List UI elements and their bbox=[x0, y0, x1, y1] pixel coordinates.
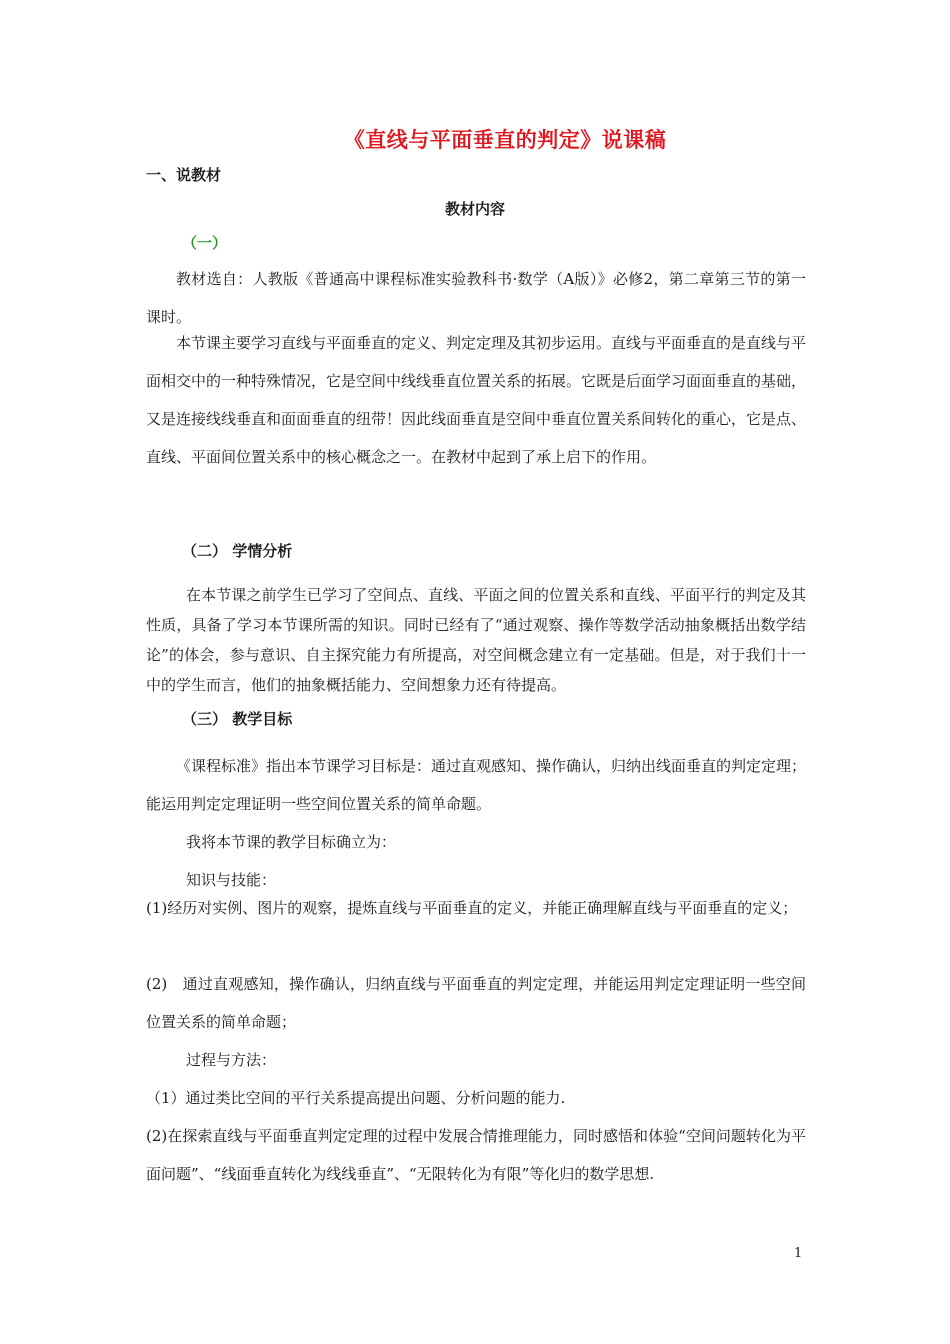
paragraph-lesson-overview: 本节课主要学习直线与平面垂直的定义、判定定理及其初步运用。直线与平面垂直的是直线与平面相交中的一种特殊情况，它是空间中线线垂直位置关系的拓展。它既是后面学习面面垂直的基础，又是连接线线垂直和面面垂直的纽带！因此线面垂直是空间中垂直位置关系间转化的重心，它是点、直线、平面间位置关系中的核心概念之一。在教材中起到了承上启下的作用。 bbox=[146, 334, 807, 466]
section-heading-textbook: 一、说教材 bbox=[146, 166, 222, 184]
method-item-2: (2)在探索直线与平面垂直判定定理的过程中发展合情推理能力，同时感悟和体验“空间问题转化为平面问题”、“线面垂直转化为线线垂直”、“无限转化为有限”等化归的数学思想. bbox=[146, 1127, 806, 1183]
part-one-label: （一） bbox=[182, 234, 228, 252]
document-title: 《直线与平面垂直的判定》说课稿 bbox=[343, 128, 667, 152]
paragraph-goals-intro: 我将本节课的教学目标确立为： bbox=[186, 833, 397, 851]
heading-student-analysis: （二） 学情分析 bbox=[182, 542, 293, 560]
method-item-1: （1）通过类比空间的平行关系提高提出问题、分析问题的能力. bbox=[146, 1089, 566, 1107]
paragraph-student-analysis: 在本节课之前学生已学习了空间点、直线、平面之间的位置关系和直线、平面平行的判定及其性质，具备了学习本节课所需的知识。同时已经有了“通过观察、操作等数学活动抽象概括出数学结论”的体会，参与意识、自主探究能力有所提高，对空间概念建立有一定基础。但是，对于我们十一中的学生而言，他们的抽象概括能力、空间想象力还有待提高。 bbox=[146, 586, 806, 694]
knowledge-item-2: (2) 通过直观感知，操作确认，归纳直线与平面垂直的判定定理，并能运用判定定理证明一些空间位置关系的简单命题； bbox=[146, 975, 806, 1031]
label-process-methods: 过程与方法： bbox=[186, 1051, 277, 1069]
heading-teaching-goals: （三） 教学目标 bbox=[182, 710, 293, 728]
paragraph-textbook-source: 教材选自：人教版《普通高中课程标准实验教科书·数学（A版）》必修2，第二章第三节的第一课时。 bbox=[146, 270, 806, 326]
section-heading-content: 教材内容 bbox=[444, 200, 505, 218]
label-knowledge-skills: 知识与技能： bbox=[186, 871, 277, 889]
page-number: 1 bbox=[794, 1246, 803, 1261]
knowledge-item-1: (1)经历对实例、图片的观察，提炼直线与平面垂直的定义，并能正确理解直线与平面垂直的定义； bbox=[146, 899, 798, 917]
paragraph-curriculum-standard: 《课程标准》指出本节课学习目标是：通过直观感知、操作确认，归纳出线面垂直的判定定理；能运用判定定理证明一些空间位置关系的简单命题。 bbox=[146, 757, 807, 813]
